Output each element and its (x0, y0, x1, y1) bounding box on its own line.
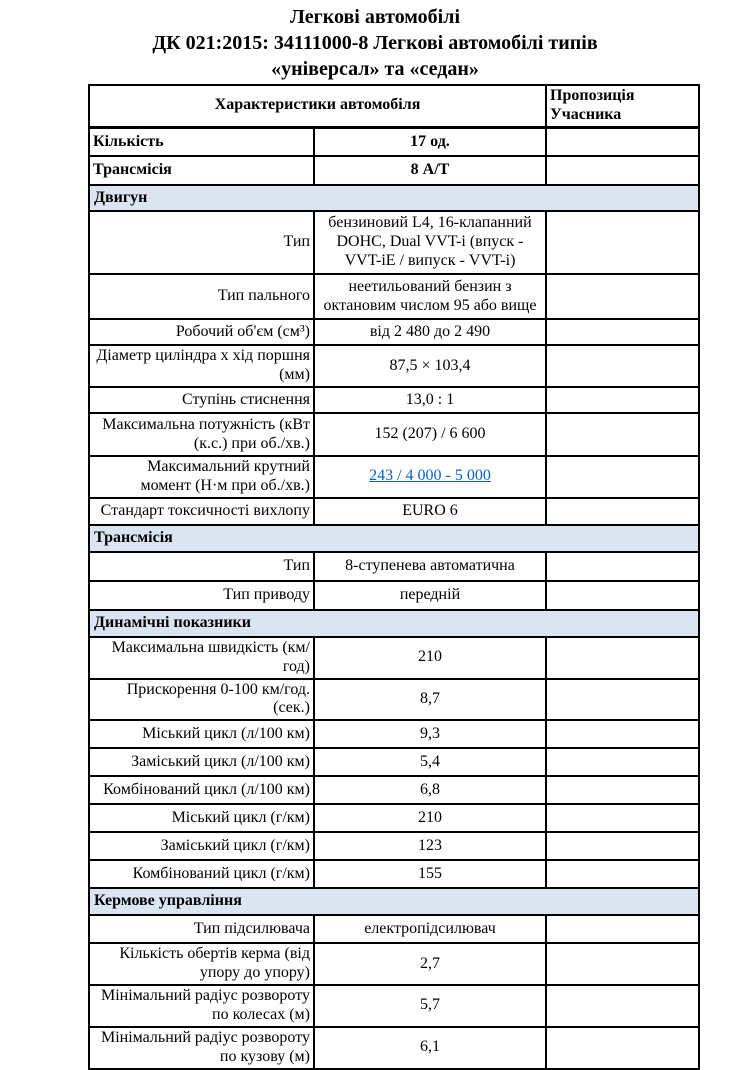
table-row (89, 127, 699, 156)
param-label: Міський цикл (г/км) (89, 804, 314, 832)
section-title: Двигун (89, 185, 699, 211)
param-label: Комбінований цикл (г/км) (89, 860, 314, 888)
param-label: Кількість обертів керма (від упору до упору) (89, 943, 314, 985)
param-label: Тип (89, 552, 314, 581)
param-label: Мінімальний радіус розвороту по кузову (м) (89, 1027, 314, 1069)
param-value: 5,7 (314, 985, 546, 1027)
section-row-steering (89, 888, 699, 915)
param-value: 2,7 (314, 943, 546, 985)
param-label: Комбінований цикл (л/100 км) (89, 776, 314, 804)
section-title: Кермове управління (89, 888, 699, 915)
table-row (89, 943, 699, 985)
param-label: Максимальна потужність (кВт (к.с.) при об./хв.) (89, 413, 314, 456)
torque-value-link[interactable]: 243 / 4 000 - 5 000 (369, 467, 491, 485)
table-row (89, 720, 699, 748)
proposal-cell (546, 413, 699, 456)
proposal-cell (546, 776, 699, 804)
param-value: 8,7 (314, 679, 546, 721)
table-row (89, 581, 699, 610)
document-title (0, 4, 750, 82)
table-row (89, 387, 699, 413)
param-value: бензиновий L4, 16-клапанний DOHC, Dual VVT-i (впуск - VVT-iE / випуск - VVT-i) (314, 211, 546, 274)
section-row-engine (89, 185, 699, 211)
title-line-2: ДК 021:2015: 34111000-8 Легкові автомобілі типів (152, 32, 598, 54)
table-row (89, 345, 699, 387)
table-row (89, 832, 699, 860)
proposal-cell (546, 156, 699, 185)
param-label: Мінімальний радіус розвороту по колесах (м) (89, 985, 314, 1027)
proposal-cell (546, 387, 699, 413)
param-label: Діаметр циліндра х хід поршня (мм) (89, 345, 314, 387)
title-line-1: Легкові автомобілі (289, 6, 461, 28)
param-label: Тип підсилювача (89, 915, 314, 943)
param-value: 6,8 (314, 776, 546, 804)
proposal-cell (546, 860, 699, 888)
param-value: EURO 6 (314, 498, 546, 525)
table-row (89, 1027, 699, 1069)
param-value: 155 (314, 860, 546, 888)
param-label: Заміський цикл (л/100 км) (89, 748, 314, 776)
proposal-cell (546, 581, 699, 610)
section-title: Трансмісія (89, 525, 699, 552)
table-header-row (89, 85, 699, 127)
param-label: Максимальна швидкість (км/год) (89, 637, 314, 679)
proposal-cell (546, 456, 699, 498)
table-row (89, 776, 699, 804)
table-row (89, 915, 699, 943)
param-value: 210 (314, 637, 546, 679)
section-row-transmission (89, 525, 699, 552)
proposal-cell (546, 319, 699, 345)
table-row (89, 456, 699, 498)
proposal-cell (546, 679, 699, 721)
table-row (89, 679, 699, 721)
title-line-3: «універсал» та «седан» (271, 58, 479, 80)
proposal-cell (546, 748, 699, 776)
table-row (89, 413, 699, 456)
param-value: 9,3 (314, 720, 546, 748)
proposal-cell (546, 832, 699, 860)
param-label: Робочий об'єм (см³) (89, 319, 314, 345)
param-value: 87,5 × 103,4 (314, 345, 546, 387)
param-value: 8-ступенева автоматична (314, 552, 546, 581)
proposal-cell (546, 274, 699, 319)
section-title: Динамічні показники (89, 610, 699, 637)
param-value: 210 (314, 804, 546, 832)
param-label: Стандарт токсичності вихлопу (89, 498, 314, 525)
param-value: 152 (207) / 6 600 (314, 413, 546, 456)
proposal-cell (546, 943, 699, 985)
table-row (89, 498, 699, 525)
param-label: Заміський цикл (г/км) (89, 832, 314, 860)
proposal-cell (546, 127, 699, 156)
section-row-dynamics (89, 610, 699, 637)
param-value: 17 од. (314, 127, 546, 156)
param-value: передній (314, 581, 546, 610)
proposal-cell (546, 720, 699, 748)
param-label: Тип пального (89, 274, 314, 319)
proposal-cell (546, 345, 699, 387)
param-value (314, 456, 546, 498)
proposal-cell (546, 498, 699, 525)
param-value: 13,0 : 1 (314, 387, 546, 413)
proposal-cell (546, 552, 699, 581)
param-value: від 2 480 до 2 490 (314, 319, 546, 345)
table-row (89, 985, 699, 1027)
table-row (89, 748, 699, 776)
param-value: 123 (314, 832, 546, 860)
proposal-cell (546, 211, 699, 274)
param-label: Прискорення 0-100 км/год. (сек.) (89, 679, 314, 721)
proposal-cell (546, 915, 699, 943)
proposal-cell (546, 804, 699, 832)
table-row (89, 274, 699, 319)
param-value: 5,4 (314, 748, 546, 776)
param-label: Максимальний крутний момент (Н·м при об./хв.) (89, 456, 314, 498)
table-row (89, 804, 699, 832)
table-row (89, 319, 699, 345)
param-label: Кількість (89, 127, 314, 156)
param-value: електропідсилювач (314, 915, 546, 943)
table-row (89, 637, 699, 679)
table-row (89, 860, 699, 888)
proposal-cell (546, 637, 699, 679)
param-label: Тип (89, 211, 314, 274)
param-label: Ступінь стиснення (89, 387, 314, 413)
table-row (89, 552, 699, 581)
param-value: 6,1 (314, 1027, 546, 1069)
param-label: Трансмісія (89, 156, 314, 185)
header-characteristics: Характеристики автомобіля (89, 85, 546, 127)
param-label: Тип приводу (89, 581, 314, 610)
spec-table (88, 84, 700, 1070)
param-value: 8 А/Т (314, 156, 546, 185)
header-proposal: Пропозиція Учасника (546, 85, 699, 127)
table-row (89, 156, 699, 185)
param-label: Міський цикл (л/100 км) (89, 720, 314, 748)
table-row (89, 211, 699, 274)
param-value: неетильований бензин з октановим числом 95 або вище (314, 274, 546, 319)
proposal-cell (546, 1027, 699, 1069)
proposal-cell (546, 985, 699, 1027)
